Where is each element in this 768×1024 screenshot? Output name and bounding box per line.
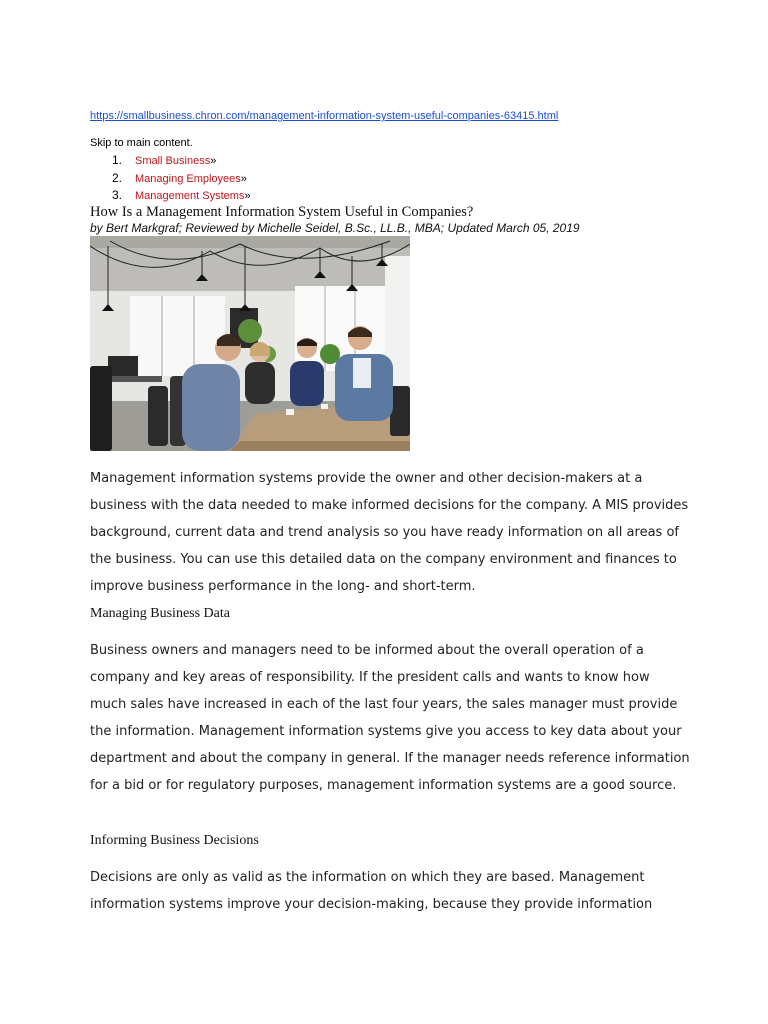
skip-to-content-link[interactable]: Skip to main content. <box>90 137 193 149</box>
breadcrumb-number: 1. <box>112 153 123 167</box>
breadcrumb-label[interactable]: Management Systems <box>135 190 245 202</box>
breadcrumb-separator: » <box>244 190 251 202</box>
section-heading-informing-business-decisions: Informing Business Decisions <box>90 833 259 848</box>
breadcrumb-label[interactable]: Small Business <box>135 155 211 167</box>
breadcrumb-item-managing-employees[interactable] <box>112 170 251 188</box>
office-meeting-illustration <box>90 236 410 451</box>
breadcrumb-item-management-systems[interactable] <box>112 187 251 205</box>
breadcrumb <box>112 152 251 205</box>
article-intro-paragraph: Management information systems provide the owner and other decision-makers at a business with the data needed to make informed decisions for the company. A MIS provides background, current data and trend analysis so you have ready information on all areas of the business. You can use this detailed data on the company environment and finances to improve business performance in the long- and short-term. <box>90 471 689 594</box>
article-byline: by Bert Markgraf; Reviewed by Michelle Seidel, B.Sc., LL.B., MBA; Updated March 05, 2019 <box>90 221 580 235</box>
breadcrumb-item-small-business[interactable] <box>112 152 251 170</box>
article-photo <box>90 236 410 451</box>
breadcrumb-separator: » <box>210 155 217 167</box>
article-title: How Is a Management Information System Useful in Companies? <box>90 204 474 220</box>
section-body-informing-business-decisions: Decisions are only as valid as the information on which they are based. Management information systems improve your decision-making, because they provide information <box>90 870 653 912</box>
breadcrumb-number: 3. <box>112 188 123 202</box>
section-body-managing-business-data: Business owners and managers need to be informed about the overall operation of a company and key areas of responsibility. If the president calls and wants to know how much sales have increased in each of the last four years, the sales manager must provide the information. Management information systems give you access to key data about your department and about the company in general. If the manager needs reference information for a bid or for regulatory purposes, management information systems are a good source. <box>90 643 690 793</box>
source-url-link[interactable]: https://smallbusiness.chron.com/management-information-system-useful-companies-63415.html <box>90 110 559 122</box>
breadcrumb-label[interactable]: Managing Employees <box>135 172 241 185</box>
section-heading-managing-business-data: Managing Business Data <box>90 606 230 621</box>
breadcrumb-number: 2. <box>112 170 123 185</box>
breadcrumb-separator: » <box>240 172 247 185</box>
